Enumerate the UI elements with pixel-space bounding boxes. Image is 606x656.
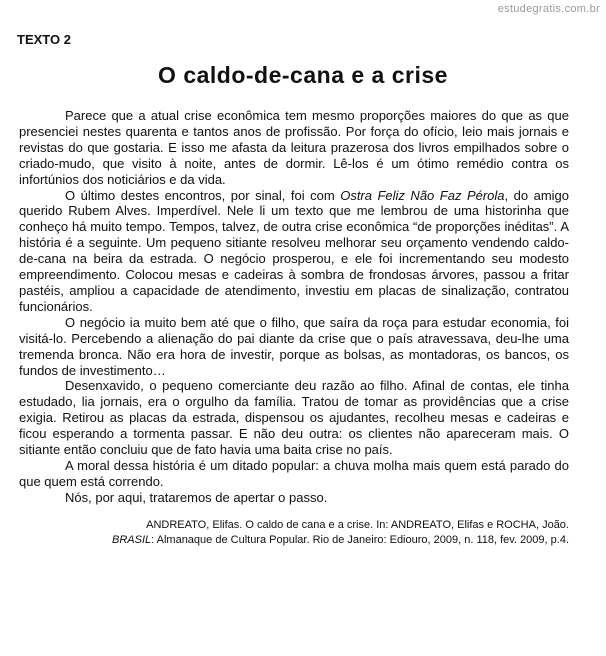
watermark: estudegratis.com.br bbox=[497, 3, 600, 15]
citation bbox=[19, 518, 569, 548]
paragraph-2-start: O último destes encontros, por sinal, foi com bbox=[65, 187, 341, 203]
paragraph-1: Parece que a atual crise econômica tem mesmo proporções maiores do que as que presenciei nestes quarenta e tantos anos de profissão. Por força do ofício, leio mais jornais e revistas do que gostaria. E isso me afasta da leitura prazerosa dos livros empilhados sobre o criado-mudo, que visito à noite, antes de dormir. Lê-los é um ótimo remédio contra os infortúnios dos noticiários e da vida. bbox=[19, 108, 569, 187]
paragraph-4: Desenxavido, o pequeno comerciante deu razão ao filho. Afinal de contas, ele tinha estudado, lia jornais, era o orgulho da família. Tratou de tomar as providências que a crise exigia. Retirou as placas da estrada, dispensou os ajudantes, recolheu mesas e cadeiras e ficou esperando a tormenta passar. E não deu outra: os clientes não apareceram mais. O sitiante então concluiu que de fato havia uma baita crise no país. bbox=[19, 378, 569, 458]
text-label: TEXTO 2 bbox=[17, 32, 71, 47]
paragraph-2 bbox=[19, 188, 569, 315]
paragraph-3: O negócio ia muito bem até que o filho, que saíra da roça para estudar economia, foi visitá-lo. Percebendo a alienação do pai diante da crise que o país atravessava, deu-lhe uma tremenda bronca. Não era hora de investir, porque as bolsas, as montadoras, os bancos, os fundos de investimento… bbox=[19, 314, 569, 378]
paragraph-6: Nós, por aqui, trataremos de apertar o passo. bbox=[65, 489, 328, 505]
paragraph-2-end: , do amigo querido Rubem Alves. Imperdível. Nele li um texto que me lembrou de uma historinha que conheço há muito tempo. Tempos, talvez, de outra crise econômica “de proporções inéditas”. A história é a seguinte. Um pequeno sitiante resolveu melhorar seu orçamento vendendo caldo-de-cana na beira da estrada. O negócio prosperou, e ele foi incrementando seu modesto empreendimento. Colocou mesas e cadeiras à sombra de frondosas árvores, passou a fritar pastéis, ampliou a capacidade de atendimento, investiu em placas de sinalização, contratou funcionários. bbox=[19, 187, 570, 314]
paragraph-5: A moral dessa história é um ditado popular: a chuva molha mais quem está parado do que quem está correndo. bbox=[19, 457, 569, 489]
article-body bbox=[19, 108, 569, 506]
citation-work-title: BRASIL bbox=[111, 534, 152, 546]
book-title: Ostra Feliz Não Faz Pérola bbox=[340, 187, 505, 203]
page-title: O caldo-de-cana e a crise bbox=[158, 62, 448, 88]
citation-line-2 bbox=[19, 533, 569, 548]
citation-line-1: ANDREATO, Elifas. O caldo de cana e a crise. In: ANDREATO, Elifas e ROCHA, João. bbox=[146, 519, 569, 531]
citation-line-2-rest: : Almanaque de Cultura Popular. Rio de Janeiro: Ediouro, 2009, n. 118, fev. 2009, p.4. bbox=[151, 534, 569, 546]
